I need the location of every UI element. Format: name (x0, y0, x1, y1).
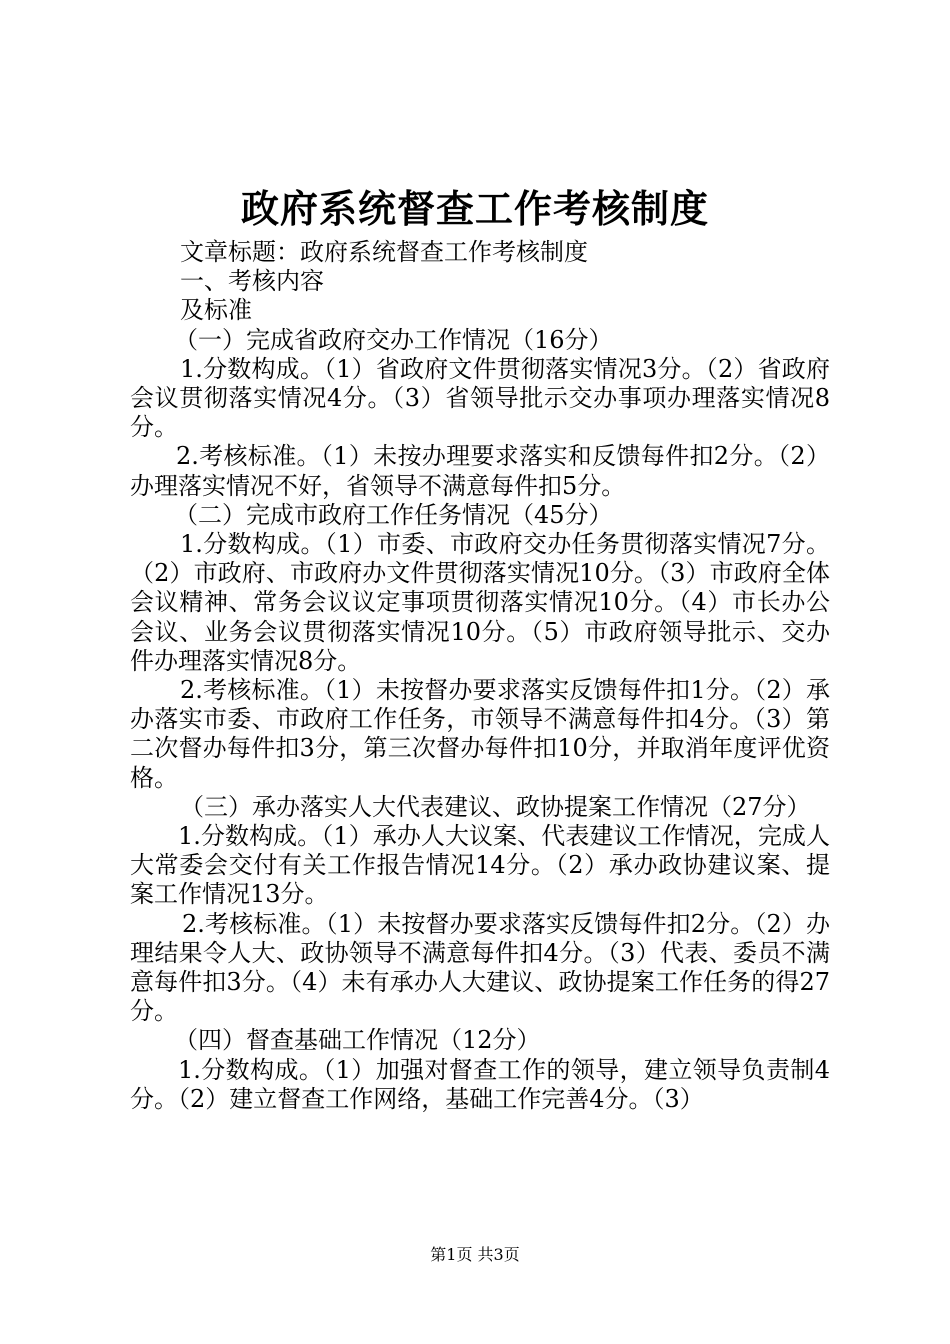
subsection-heading-2: （二）完成市政府工作任务情况（45分） (174, 500, 613, 529)
subsection-heading-4: （四）督查基础工作情况（12分） (174, 1026, 541, 1055)
section-heading-continued: 及标准 (180, 296, 252, 325)
subsection-heading-1: （一）完成省政府交办工作情况（16分） (174, 325, 613, 354)
paragraph-3-standards: 2.考核标准。（1）未按督办要求落实反馈每件扣2分。（2）办理结果令人大、政协领导不满意每件扣4分。（3）代表、委员不满意每件扣3分。（4）未有承办人大建议、政协提案工作任务的得27分。 (130, 909, 830, 1026)
document-body (130, 238, 830, 1114)
section-heading: 一、考核内容 (180, 267, 324, 296)
paragraph-1-standards: 2.考核标准。（1）未按办理要求落实和反馈每件扣2分。（2）办理落实情况不好，省领导不满意每件扣5分。 (130, 442, 830, 500)
subsection-heading-3: （三）承办落实人大代表建议、政协提案工作情况（27分） (180, 792, 811, 821)
paragraph-1-scores: 1.分数构成。（1）省政府文件贯彻落实情况3分。（2）省政府会议贯彻落实情况4分。（3）省领导批示交办事项办理落实情况8分。 (130, 354, 830, 442)
paragraph-3-scores: 1.分数构成。（1）承办人大议案、代表建议工作情况，完成人大常委会交付有关工作报告情况14分。（2）承办政协建议案、提案工作情况13分。 (130, 822, 830, 909)
page-footer: 第1页 共3页 (430, 1245, 520, 1264)
paragraph-2-scores: 1.分数构成。（1）市委、市政府交办任务贯彻落实情况7分。（2）市政府、市政府办文件贯彻落实情况10分。（3）市政府全体会议精神、常务会议议定事项贯彻落实情况10分。（4）市长办公会议、业务会议贯彻落实情况10分。（5）市政府领导批示、交办件办理落实情况8分。 (130, 530, 830, 675)
paragraph-4-scores: 1.分数构成。（1）加强对督查工作的领导，建立领导负责制4分。（2）建立督查工作网络，基础工作完善4分。（3） (130, 1055, 830, 1113)
article-title-line: 文章标题：政府系统督查工作考核制度 (180, 238, 588, 266)
document-title: 政府系统督查工作考核制度 (240, 186, 709, 231)
paragraph-2-standards: 2.考核标准。（1）未按督办要求落实反馈每件扣1分。（2）承办落实市委、市政府工作任务，市领导不满意每件扣4分。（3）第二次督办每件扣3分，第三次督办每件扣10分，并取消年度评优资格。 (130, 676, 830, 792)
